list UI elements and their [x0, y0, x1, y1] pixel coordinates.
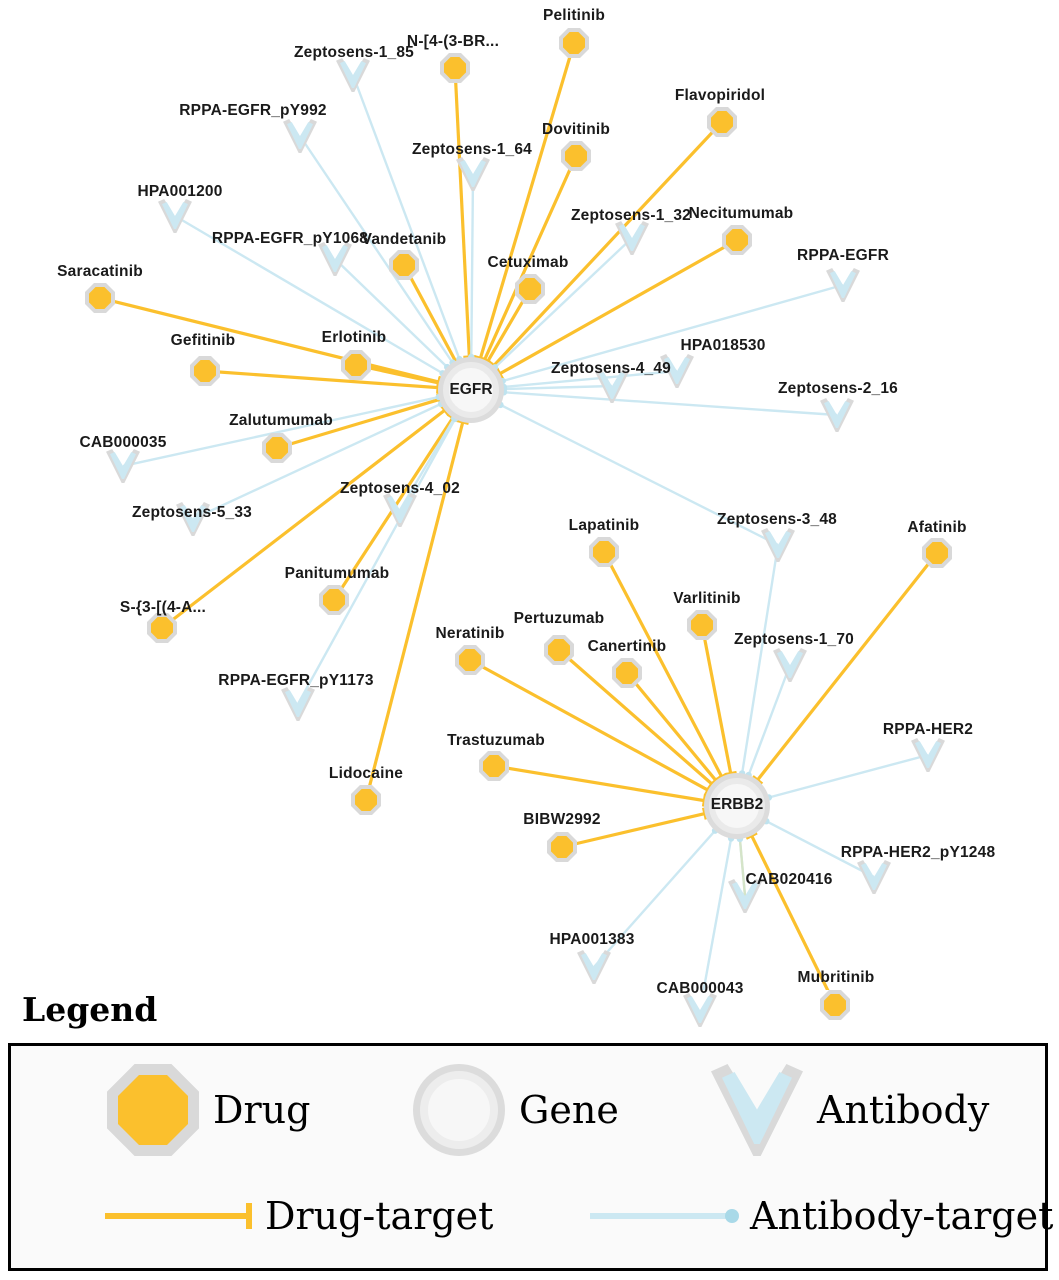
antibody-node[interactable] — [283, 119, 317, 153]
antibody-node-label: Zeptosens-1_85 — [294, 44, 414, 61]
drug-node[interactable] — [262, 433, 292, 463]
antibody-node-label: Zeptosens-1_70 — [734, 631, 854, 648]
drug-node-label: Pelitinib — [542, 7, 606, 24]
drug-node[interactable] — [687, 610, 717, 640]
drug-node-label: Erlotinib — [321, 329, 387, 346]
drug-node[interactable] — [85, 283, 115, 313]
drug-node[interactable] — [547, 832, 577, 862]
legend-label-gene: Gene — [519, 1088, 619, 1132]
legend-label-drug-target: Drug-target — [265, 1194, 494, 1238]
drug-node-label: Flavopiridol — [674, 87, 766, 104]
drug-node[interactable] — [722, 225, 752, 255]
antibody-node-label: Zeptosens-4_02 — [340, 480, 460, 497]
drug-node[interactable] — [589, 537, 619, 567]
antibody-node[interactable] — [281, 687, 315, 721]
antibody-node-label: Zeptosens-4_49 — [551, 360, 671, 377]
drug-node[interactable] — [319, 585, 349, 615]
drug-node[interactable] — [455, 645, 485, 675]
drug-node[interactable] — [479, 751, 509, 781]
antibody-node-label: Zeptosens-3_48 — [717, 511, 837, 528]
drug-node[interactable] — [561, 141, 591, 171]
drug-node-label: Lapatinib — [568, 517, 640, 534]
antibody-node-label: RPPA-EGFR_pY992 — [179, 102, 327, 119]
drug-node-label: Panitumumab — [284, 565, 390, 582]
antibody-node[interactable] — [773, 648, 807, 682]
drug-node-label: Canertinib — [587, 638, 667, 655]
gene-circle-icon — [413, 1064, 505, 1156]
antibody-node[interactable] — [158, 199, 192, 233]
drug-node-label: Pertuzumab — [513, 610, 605, 627]
edge-drug — [480, 43, 574, 358]
legend-item-drug — [107, 1064, 310, 1156]
antibody-node-label: HPA001200 — [137, 183, 223, 200]
antibody-node-label: Zeptosens-2_16 — [778, 380, 898, 397]
antibody-node[interactable] — [456, 157, 490, 191]
antibody-node-label: RPPA-EGFR — [797, 247, 889, 264]
drug-node[interactable] — [707, 107, 737, 137]
gene-node-label: EGFR — [449, 381, 493, 398]
edge-antibody — [769, 755, 928, 797]
edge-drug — [455, 68, 469, 357]
antibody-node[interactable] — [826, 268, 860, 302]
drug-octagon-icon — [107, 1064, 199, 1156]
drug-target-edge-icon — [101, 1196, 261, 1236]
drug-node-label: Dovitinib — [541, 121, 611, 138]
antibody-node-label: CAB000043 — [656, 980, 744, 997]
antibody-node[interactable] — [615, 221, 649, 255]
legend-box — [8, 1043, 1054, 1271]
antibody-node[interactable] — [336, 58, 370, 92]
antibody-target-edge-icon — [586, 1196, 746, 1236]
legend-label-antibody: Antibody — [817, 1088, 990, 1132]
drug-node-label: Saracatinib — [57, 263, 143, 280]
legend-title: Legend — [22, 990, 158, 1029]
antibody-node[interactable] — [820, 398, 854, 432]
edge-antibody — [471, 174, 473, 357]
drug-node[interactable] — [147, 613, 177, 643]
drug-node-label: Gefitinib — [170, 332, 236, 349]
edge-drug — [627, 673, 716, 781]
antibody-node-label: Zeptosens-1_64 — [412, 141, 532, 158]
antibody-node[interactable] — [857, 860, 891, 894]
antibody-node-label: Zeptosens-1_32 — [571, 207, 691, 224]
edge-drug — [702, 625, 731, 774]
drug-node-label: Cetuximab — [487, 254, 569, 271]
drug-node-label: Necitumumab — [688, 205, 794, 222]
legend-label-antibody-target: Antibody-target — [750, 1194, 1054, 1238]
drug-node[interactable] — [190, 356, 220, 386]
legend-item-antibody-target — [586, 1194, 1053, 1238]
antibody-node[interactable] — [106, 449, 140, 483]
legend-item-drug-target — [101, 1194, 493, 1238]
legend-item-gene — [413, 1064, 619, 1156]
drug-node[interactable] — [351, 785, 381, 815]
drug-node-label: Lidocaine — [328, 765, 404, 782]
drug-node[interactable] — [559, 28, 589, 58]
antibody-node[interactable] — [911, 738, 945, 772]
legend-edges-row — [11, 1186, 1054, 1256]
drug-node[interactable] — [612, 658, 642, 688]
drug-node[interactable] — [820, 990, 850, 1020]
drug-node[interactable] — [544, 635, 574, 665]
legend-label-drug: Drug — [213, 1088, 311, 1132]
legend-item-antibody — [711, 1064, 989, 1156]
edge-antibody — [700, 838, 731, 990]
drug-node[interactable] — [922, 538, 952, 568]
drug-node[interactable] — [515, 274, 545, 304]
drug-node-label: N-[4-(3-BR... — [406, 33, 500, 50]
antibody-node-label: RPPA-HER2_pY1248 — [840, 844, 996, 861]
drug-node-label: Trastuzumab — [447, 732, 545, 749]
drug-node-label: Vandetanib — [361, 231, 447, 248]
antibody-node[interactable] — [761, 528, 795, 562]
antibody-node[interactable] — [577, 950, 611, 984]
antibody-node-label: CAB000035 — [79, 434, 167, 451]
antibody-node[interactable] — [683, 993, 717, 1027]
drug-node[interactable] — [341, 350, 371, 380]
antibody-node-label: HPA001383 — [549, 931, 635, 948]
edge-drug — [752, 836, 835, 990]
antibody-chevron-icon — [711, 1064, 803, 1156]
antibody-node[interactable] — [383, 493, 417, 527]
antibody-node-label: RPPA-HER2 — [882, 721, 974, 738]
drug-node-label: S-{3-[(4-A... — [119, 599, 207, 616]
drug-node-label: Afatinib — [907, 519, 967, 536]
drug-node[interactable] — [440, 53, 470, 83]
drug-node-label: Varlitinib — [673, 590, 741, 607]
edge-antibody — [353, 75, 459, 359]
drug-node-label: Zalutumumab — [229, 412, 333, 429]
antibody-node-label: RPPA-EGFR_pY1173 — [218, 672, 374, 689]
antibody-node-label: Zeptosens-5_33 — [132, 504, 252, 521]
antibody-node-label: RPPA-EGFR_pY1068 — [211, 230, 369, 247]
legend-shapes-row — [11, 1064, 1045, 1174]
drug-node[interactable] — [389, 250, 419, 280]
drug-node-label: Mubritinib — [797, 969, 875, 986]
antibody-node-label: CAB020416 — [745, 871, 833, 888]
antibody-node-label: HPA018530 — [680, 337, 766, 354]
drug-node-label: BIBW2992 — [523, 811, 601, 828]
gene-node-label: ERBB2 — [710, 796, 764, 813]
drug-node-label: Neratinib — [435, 625, 505, 642]
